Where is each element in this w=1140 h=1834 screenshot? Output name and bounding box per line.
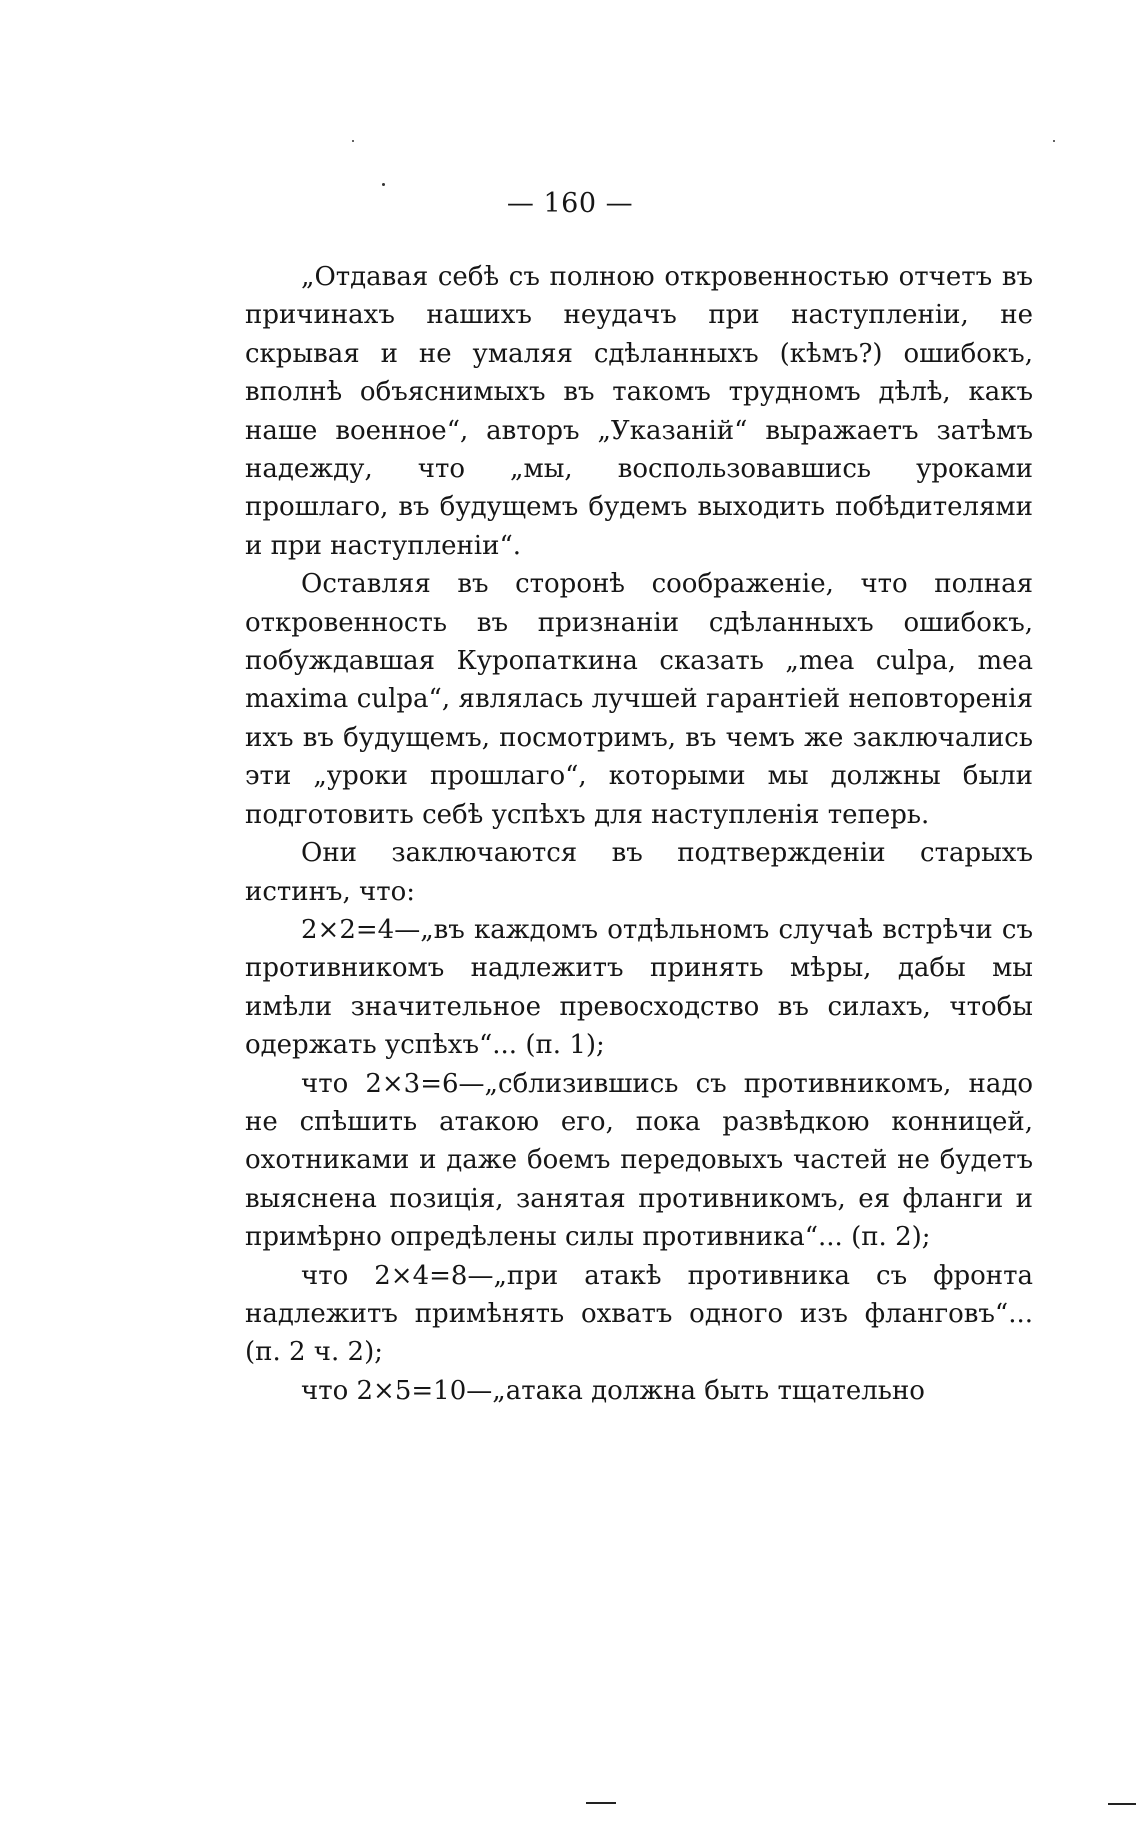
scan-speck — [352, 140, 354, 142]
paragraph: Оставляя въ сторонѣ соображеніе, что полная откровенность въ признаніи сдѣланныхъ ошибокъ, побуждавшая Куропаткина сказать „mea culpa, mea maxima culpa“, являлась лучшей гарантіей неповторенія ихъ въ будущемъ, посмотримъ, въ чемъ же заключались эти „уроки прошлаго“, которыми мы должны были подготовить себѣ успѣхъ для наступленія теперь. — [245, 569, 1033, 830]
page-number: — 160 — — [506, 188, 634, 219]
paragraph: что 2×3=6—„сблизившись съ противникомъ, надо не спѣшить атакою его, пока развѣдкою конницей, охотниками и даже боемъ передовыхъ частей не будетъ выяснена позиція, занятая противникомъ, ея фланги и примѣрно опредѣлены силы противника“... (п. 2); — [245, 1068, 1033, 1253]
paragraph: 2×2=4—„въ каждомъ отдѣльномъ случаѣ встрѣчи съ противникомъ надлежитъ принять мѣры, дабы мы имѣли значительное превосходство въ силахъ, чтобы одержать успѣхъ“... (п. 1); — [245, 914, 1033, 1061]
paragraph: Они заключаются въ подтвержденіи старыхъ истинъ, что: — [245, 838, 1033, 907]
body-text — [245, 258, 1033, 1410]
paragraph: что 2×5=10—„атака должна быть тщательно — [301, 1375, 925, 1406]
paragraph: „Отдавая себѣ съ полною откровенностью отчетъ въ причинахъ нашихъ неудачъ при наступленіи, не скрывая и не умаляя сдѣланныхъ (кѣмъ?) ошибокъ, вполнѣ объяснимыхъ въ такомъ трудномъ дѣлѣ, какъ наше военное“, авторъ „Указаній“ выражаетъ затѣмъ надежду, что „мы, воспользовавшись уроками прошлаго, въ будущемъ будемъ выходить побѣдителями и при наступленіи“. — [245, 262, 1033, 561]
scan-mark — [586, 1802, 616, 1804]
scan-speck — [382, 183, 385, 186]
paragraph: что 2×4=8—„при атакѣ противника съ фронта надлежитъ примѣнять охватъ одного изъ фланговъ“... (п. 2 ч. 2); — [245, 1260, 1033, 1368]
scan-mark — [1108, 1803, 1136, 1805]
scan-speck — [1053, 140, 1055, 142]
